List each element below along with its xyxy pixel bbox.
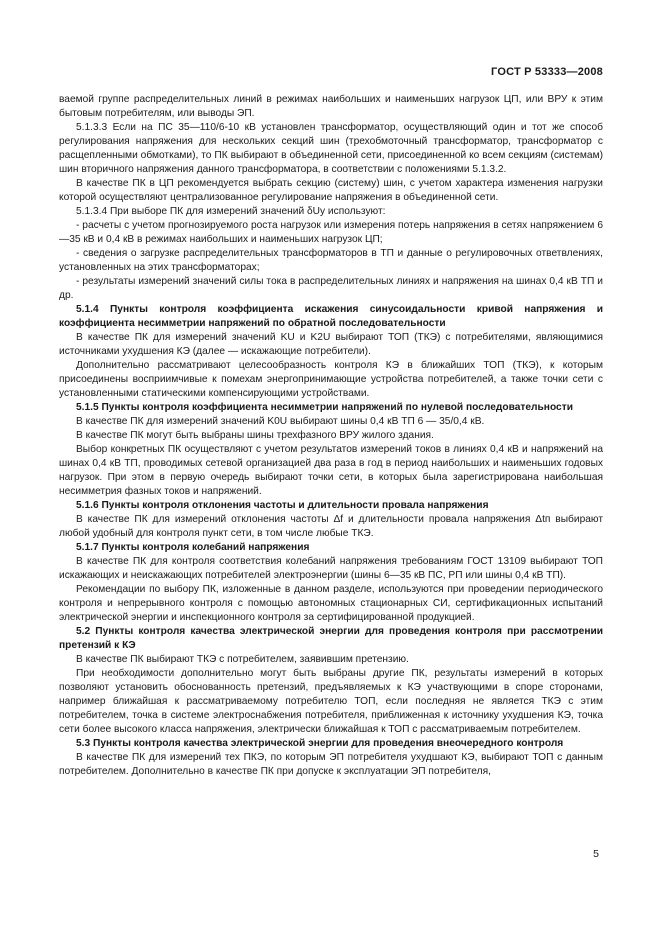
document-body [59,93,603,779]
paragraph: Рекомендации по выбору ПК, изложенные в данном разделе, используются при проведении периодического контроля и непрерывного контроля с помощью автономных стационарных СИ, сертификационных испытаний электрической энергии и инспекционного контроля за сертифицированной продукцией. [59,584,603,623]
paragraph: 5.1.3.3 Если на ПС 35—110/6-10 кВ установлен трансформатор, осуществляющий один и тот же способ регулирования напряжения для нескольких секций шин (трехобмоточный трансформатор, трансформатор с расщепленными обмотками), то ПК выбирают в объединенной сети, присоединенной ко всем секциям (системам) шин вторичного напряжения данного трансформатора, в соответствии с положениями 5.1.3.2. [59,122,603,175]
paragraph: В качестве ПК выбирают ТКЭ с потребителем, заявившим претензию. [76,654,409,665]
paragraph: При необходимости дополнительно могут быть выбраны другие ПК, результаты измерений в которых позволяют установить обоснованность претензий, предъявляемых к КЭ участвующими в споре сторонами, например ближайшая к рассматриваемому потребителю ТОП, если последняя не является ТКЭ с этим потребителем, точка в системе электроснабжения потребителя, приближенная к источнику ухудшения КЭ, точка сети более высокого класса напряжения, электрически ближайшая к ТОП с рассматриваемым потребителем. [59,668,603,735]
section-heading: 5.3 Пункты контроля качества электрической энергии для проведения внеочередного контроля [76,738,564,749]
section-heading: 5.1.5 Пункты контроля коэффициента несимметрии напряжений по нулевой последовательности [76,402,573,413]
paragraph: В качестве ПК для измерений значений KU и K2U выбирают ТОП (ТКЭ) с потребителями, являющимися источниками ухудшения КЭ (далее — искажающие потребители). [59,332,603,357]
paragraph: - сведения о загрузке распределительных трансформаторов в ТП и данные о регулировочных ответвлениях, установленных на этих трансформаторах; [59,248,603,273]
paragraph: В качестве ПК для измерений отклонения частоты Δf и длительности провала напряжения Δtп выбирают любой удобный для контроля пункт сети, в том числе любые ТКЭ. [59,514,603,539]
standard-header: ГОСТ Р 53333—2008 [491,66,603,78]
paragraph: Выбор конкретных ПК осуществляют с учетом результатов измерений токов в линиях 0,4 кВ и напряжений на шинах 0,4 кВ ТП, проводимых сетевой организацией два раза в год в период наибольших и наименьших годовых нагрузок. При этом в первую очередь выбирают точки сети, в которых была зарегистрирована наибольшая несимметрия фазных токов и напряжений. [59,444,603,497]
paragraph: В качестве ПК могут быть выбраны шины трехфазного ВРУ жилого здания. [76,430,434,441]
paragraph: В качестве ПК для измерений тех ПКЭ, по которым ЭП потребителя ухудшают КЭ, выбирают ТОП с данным потребителем. Дополнительно в качестве ПК при допуске к эксплуатации ЭП потребителя, [59,752,603,777]
paragraph: ваемой группе распределительных линий в режимах наибольших и наименьших нагрузок ЦП, или ВРУ к этим бытовым потребителям, или выводы ЭП. [59,94,603,119]
section-heading: 5.1.7 Пункты контроля колебаний напряжения [76,542,310,553]
paragraph: 5.1.3.4 При выборе ПК для измерений значений δUy используют: [76,206,386,217]
paragraph: В качестве ПК в ЦП рекомендуется выбрать секцию (систему) шин, с учетом характера изменения нагрузки которой осуществляют централизованное регулирование напряжения в объединенной сети. [59,178,603,203]
paragraph: - результаты измерений значений силы тока в распределительных линиях и напряжения на шинах 0,4 кВ ТП и др. [59,276,603,301]
paragraph: В качестве ПК для измерений значений K0U выбирают шины 0,4 кВ ТП 6 — 35/0,4 кВ. [76,416,485,427]
section-heading: 5.1.4 Пункты контроля коэффициента искажения синусоидальности кривой напряжения и коэффициента несимметрии напряжений по обратной последовательности [59,304,603,329]
paragraph: В качестве ПК для контроля соответствия колебаний напряжения требованиям ГОСТ 13109 выбирают ТОП искажающих и неискажающих потребителей электроэнергии (шины 6—35 кВ ПС, РП или шины 0,4 кВ ТП). [59,556,603,581]
page-number: 5 [593,848,599,860]
paragraph: - расчеты с учетом прогнозируемого роста нагрузок или измерения потерь напряжения в сетях напряжением 6—35 кВ и 0,4 кВ в режимах наибольших и наименьших нагрузок ЦП; [59,220,603,245]
section-heading: 5.1.6 Пункты контроля отклонения частоты и длительности провала напряжения [76,500,489,511]
section-heading: 5.2 Пункты контроля качества электрической энергии для проведения контроля при рассмотрении претензий к КЭ [59,626,603,651]
paragraph: Дополнительно рассматривают целесообразность контроля КЭ в ближайших ТОП (ТКЭ), к которым присоединены восприимчивые к помехам энергопринимающие устройства потребителей, а также точки сети с установленными статическими компенсирующими устройствами. [59,360,603,399]
